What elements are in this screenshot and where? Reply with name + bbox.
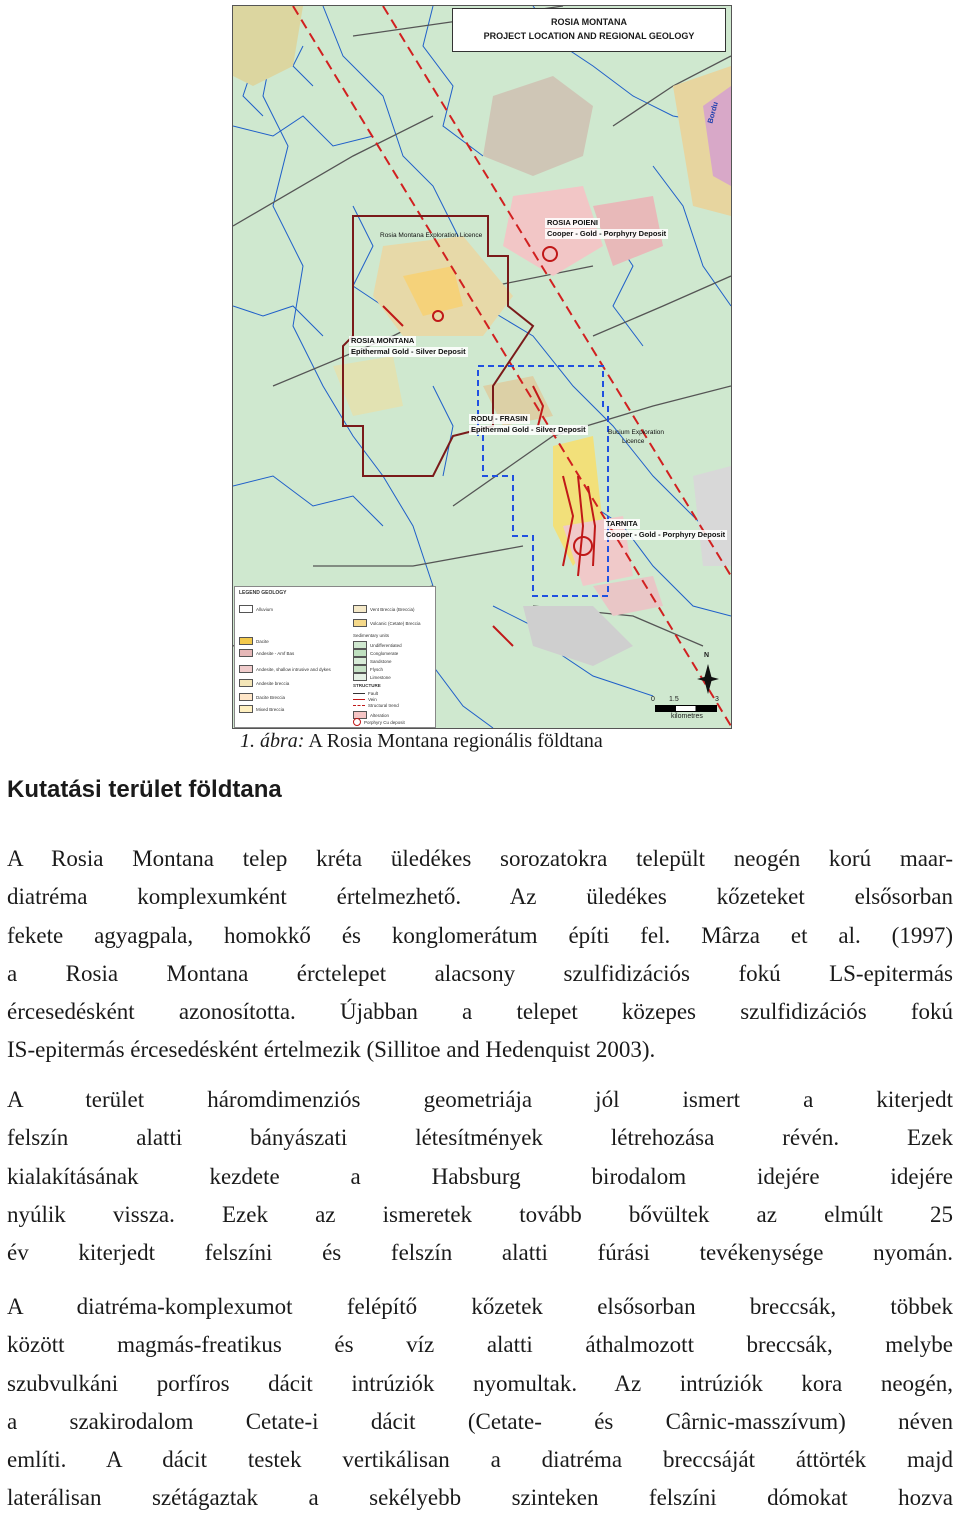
label-rosia-poieni: ROSIA POIENI: [547, 218, 598, 227]
scale-unit: kilometres: [671, 713, 703, 720]
map-legend: [234, 586, 436, 728]
scale-max: 3: [715, 696, 719, 703]
legend-item: STRUCTURE: [353, 683, 381, 688]
label-rm-exploration: Rosia Montana Exploration Licence: [380, 232, 483, 239]
label-rosia-montana-type: Epithermal Gold - Silver Deposit: [351, 347, 466, 356]
legend-item: Flysch: [353, 665, 383, 673]
map-title-line-2: PROJECT LOCATION AND REGIONAL GEOLOGY: [483, 31, 695, 41]
map-title-box: [452, 8, 726, 52]
legend-item: Undifferentiated: [353, 641, 402, 649]
paragraph-line: szubvulkáni porfíros dácit intrúziók nyomultak. Az intrúziók kora neogén,: [7, 1370, 953, 1396]
paragraph-line: év kiterjedt felszíni és felszín alatti fúrási tevékenysége nyomán.: [7, 1240, 953, 1266]
paragraph-1: [7, 840, 953, 1070]
legend-item: Vent Breccia (Breccia): [353, 605, 415, 613]
compass-icon: [695, 662, 721, 696]
label-tarnita-type: Cooper - Gold - Porphyry Deposit: [606, 530, 726, 539]
legend-item: Sandstone: [353, 657, 392, 665]
figure-caption: [240, 730, 603, 753]
scale-mid: 1.5: [669, 696, 679, 703]
legend-item: Limestone: [353, 673, 391, 681]
paragraph-3: [7, 1288, 953, 1518]
paragraph-line: A Rosia Montana telep kréta üledékes sorozatokra települt neogén korú maar-: [7, 846, 953, 871]
label-bordu: Bordu: [705, 100, 720, 125]
label-bucium-licence-1: Bucium Exploration: [608, 429, 664, 436]
legend-item: Conglomerate: [353, 649, 398, 657]
legend-item: Andesite - Amf Bas: [239, 649, 294, 657]
caption-lead: 1. ábra:: [240, 730, 305, 752]
legend-item: Volcanic (Cetate) Breccia: [353, 619, 421, 627]
paragraph-line: kialakításának kezdete a Habsburg birodalom idejére idejére: [7, 1163, 953, 1189]
paragraph-line: IS-epitermás ércesedésként értelmezik (Sillitoe and Hedenquist 2003).: [7, 1037, 656, 1063]
label-rodu-frasin: RODU - FRASIN: [471, 414, 528, 423]
legend-item: Vein: [353, 697, 377, 702]
legend-title: LEGEND GEOLOGY: [239, 590, 287, 596]
legend-item: Alluvium: [239, 605, 273, 613]
section-heading: Kutatási terület földtana: [7, 776, 282, 803]
paragraph-line: a szakirodalom Cetate-i dácit (Cetate- és Cârnic-masszívum) néven: [7, 1408, 953, 1434]
north-label: N: [704, 652, 710, 659]
label-rosia-montana: ROSIA MONTANA: [351, 336, 415, 345]
legend-item: Porphyry Cu deposit: [353, 718, 405, 726]
legend-item: Sedimentary units: [353, 633, 390, 638]
paragraph-line: laterálisan szétágaztak a sekélyebb szinteken felszíni dómokat hozva: [7, 1485, 953, 1511]
legend-item: Dacite: [239, 637, 269, 645]
legend-item: Dacite Breccia: [239, 693, 285, 701]
label-bucium-licence-2: Licence: [622, 438, 645, 445]
legend-item: Fault: [353, 691, 378, 696]
label-rodu-frasin-type: Epithermal Gold - Silver Deposit: [471, 425, 586, 434]
paragraph-line: ércesedésként azonosította. Újabban a telepet közepes szulfidizációs fokú: [7, 999, 953, 1025]
paragraph-line: a Rosia Montana érctelepet alacsony szulfidizációs fokú LS-epitermás: [7, 960, 953, 986]
paragraph-line: fekete agyagpala, homokkő és konglomerátum építi fel. Mârza et al. (1997): [7, 922, 953, 948]
legend-item: Structural trend: [353, 703, 399, 708]
label-tarnita: TARNITA: [606, 519, 638, 528]
paragraph-line: felszín alatti bányászati létesítmények létrehozása révén. Ezek: [7, 1125, 953, 1151]
paragraph-line: nyúlik vissza. Ezek az ismeretek tovább bővültek az elmúlt 25: [7, 1201, 953, 1227]
paragraph-line: említi. A dácit testek vertikálisan a diatréma breccsáját áttörték majd: [7, 1447, 953, 1473]
legend-item: Andesite, shallow intrusive and dykes: [239, 665, 331, 673]
paragraph-line: A terület háromdimenziós geometriája jól ismert a kiterjedt: [7, 1087, 953, 1112]
legend-item: Alteration: [353, 711, 389, 719]
paragraph-line: között magmás-freatikus és víz alatti áthalmozott breccsák, melybe: [7, 1332, 953, 1358]
scale-graphic: [655, 705, 717, 712]
legend-item: Andesite breccia: [239, 679, 289, 687]
paragraph-line: diatréma komplexumként értelmezhető. Az üledékes kőzeteket elsősorban: [7, 884, 953, 910]
map-title-line-1: ROSIA MONTANA: [551, 17, 627, 27]
label-rosia-poieni-type: Cooper - Gold - Porphyry Deposit: [547, 229, 667, 238]
caption-text: A Rosia Montana regionális földtana: [304, 730, 603, 752]
paragraph-2: [7, 1081, 953, 1272]
north-arrow: [695, 652, 721, 696]
regional-geology-map: [232, 5, 732, 729]
scale-zero: 0: [651, 696, 655, 703]
paragraph-line: A diatréma-komplexumot felépítő kőzetek elsősorban breccsák, többek: [7, 1294, 953, 1319]
legend-item: Mixed Breccia: [239, 705, 284, 713]
